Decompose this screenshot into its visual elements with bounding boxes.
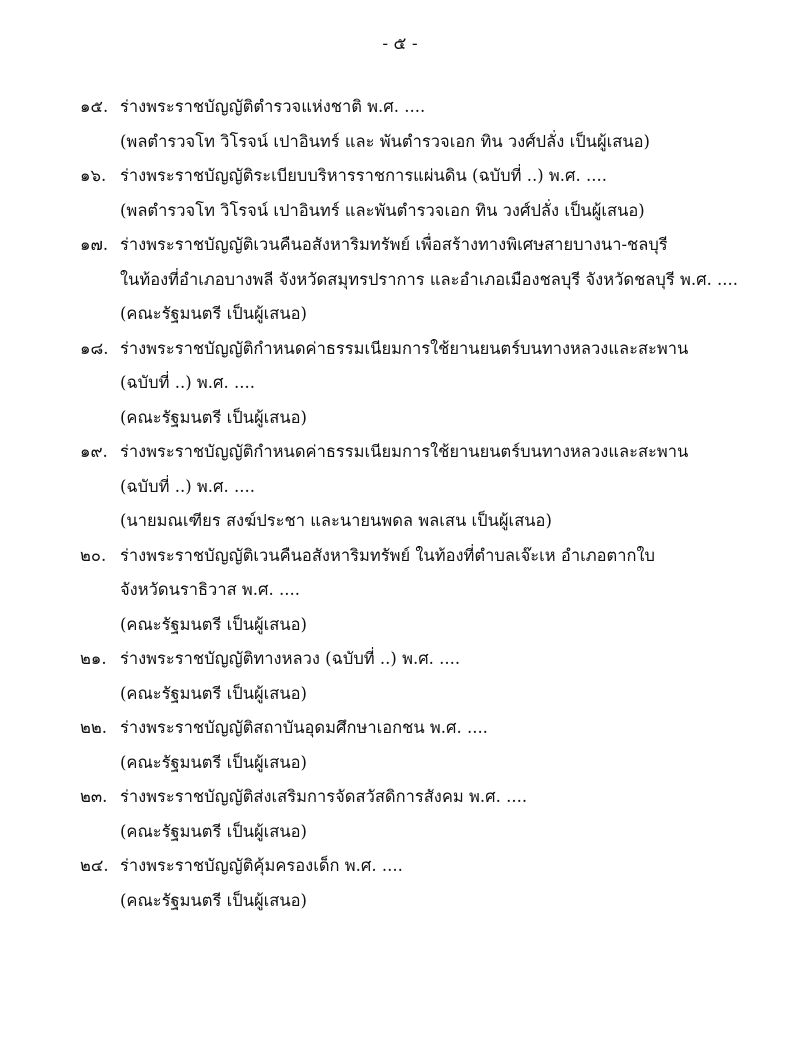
bill-sponsor: (พลตำรวจโท วิโรจน์ เปาอินทร์ และพันตำรวจเอก ทิน วงศ์ปลั่ง เป็นผู้เสนอ) — [120, 200, 645, 220]
bill-item — [0, 642, 800, 711]
bill-title: (ฉบับที่ ..) พ.ศ. .... — [120, 476, 255, 496]
bill-line — [0, 90, 800, 125]
bill-line — [0, 711, 800, 746]
bill-sponsor: (คณะรัฐมนตรี เป็นผู้เสนอ) — [120, 614, 307, 634]
sponsor-line — [0, 125, 800, 160]
bill-number: ๑๘. — [80, 338, 109, 358]
bill-line — [0, 263, 800, 298]
bill-title: ร่างพระราชบัญญัติทางหลวง (ฉบับที่ ..) พ.ศ. .... — [120, 649, 461, 668]
bill-line — [0, 470, 800, 505]
page-number: - ๕ - — [382, 34, 418, 54]
sponsor-line — [0, 746, 800, 781]
bill-line — [0, 435, 800, 470]
bill-number: ๒๑. — [80, 649, 107, 668]
bill-item — [0, 159, 800, 228]
bill-number: ๒๐. — [80, 545, 107, 565]
bill-number: ๑๖. — [80, 166, 107, 185]
sponsor-line — [0, 401, 800, 436]
sponsor-line — [0, 608, 800, 643]
bill-number: ๑๗. — [80, 235, 109, 254]
bill-item — [0, 780, 800, 849]
bill-title: ร่างพระราชบัญญัติสถาบันอุดมศึกษาเอกชน พ.ศ. .... — [120, 718, 488, 737]
bill-sponsor: (คณะรัฐมนตรี เป็นผู้เสนอ) — [120, 890, 307, 910]
bill-line — [0, 332, 800, 367]
bill-sponsor: (คณะรัฐมนตรี เป็นผู้เสนอ) — [120, 683, 307, 703]
bill-title: ร่างพระราชบัญญัติคุ้มครองเด็ก พ.ศ. .... — [120, 856, 403, 875]
bill-line — [0, 539, 800, 574]
bill-line — [0, 780, 800, 815]
bill-item — [0, 849, 800, 918]
sponsor-line — [0, 194, 800, 229]
sponsor-line — [0, 815, 800, 850]
sponsor-line — [0, 677, 800, 712]
bill-title: ร่างพระราชบัญญัติเวนคืนอสังหาริมทรัพย์ ในท้องที่ตำบลเจ๊ะเห อำเภอตากใบ — [120, 545, 656, 565]
bill-number: ๒๓. — [80, 787, 108, 806]
bill-line — [0, 228, 800, 263]
bill-sponsor: (นายมณเฑียร สงฆ์ประชา และนายนพดล พลเสน เป็นผู้เสนอ) — [120, 511, 552, 530]
bill-number: ๒๔. — [80, 856, 109, 875]
bill-title: (ฉบับที่ ..) พ.ศ. .... — [120, 373, 255, 392]
bill-sponsor: (คณะรัฐมนตรี เป็นผู้เสนอ) — [120, 407, 307, 427]
bill-line — [0, 366, 800, 401]
bill-number: ๑๕. — [80, 97, 109, 116]
bill-number: ๑๙. — [80, 442, 108, 461]
sponsor-line — [0, 884, 800, 919]
bill-title: ในท้องที่อำเภอบางพลี จังหวัดสมุทรปราการ และอำเภอเมืองชลบุรี จังหวัดชลบุรี พ.ศ. .... — [120, 269, 739, 289]
bill-item — [0, 711, 800, 780]
bill-sponsor: (คณะรัฐมนตรี เป็นผู้เสนอ) — [120, 304, 307, 323]
bill-line — [0, 573, 800, 608]
bill-item — [0, 332, 800, 436]
bill-sponsor: (พลตำรวจโท วิโรจน์ เปาอินทร์ และ พันตำรวจเอก ทิน วงศ์ปลั่ง เป็นผู้เสนอ) — [120, 131, 650, 151]
bill-title: ร่างพระราชบัญญัติส่งเสริมการจัดสวัสดิการสังคม พ.ศ. .... — [120, 787, 528, 806]
bill-title: ร่างพระราชบัญญัติกำหนดค่าธรรมเนียมการใช้ยานยนตร์บนทางหลวงและสะพาน — [120, 338, 689, 358]
bill-title: ร่างพระราชบัญญัติเวนคืนอสังหาริมทรัพย์ เพื่อสร้างทางพิเศษสายบางนา-ชลบุรี — [120, 235, 668, 254]
bill-item — [0, 539, 800, 643]
bill-title: ร่างพระราชบัญญัติกำหนดค่าธรรมเนียมการใช้ยานยนตร์บนทางหลวงและสะพาน — [120, 442, 689, 461]
bill-list — [0, 90, 800, 918]
bill-line — [0, 159, 800, 194]
bill-number: ๒๒. — [80, 718, 107, 737]
bill-title: จังหวัดนราธิวาส พ.ศ. .... — [120, 580, 300, 599]
sponsor-line — [0, 297, 800, 332]
bill-title: ร่างพระราชบัญญัติระเบียบบริหารราชการแผ่นดิน (ฉบับที่ ..) พ.ศ. .... — [120, 166, 607, 185]
sponsor-line — [0, 504, 800, 539]
bill-item — [0, 228, 800, 332]
bill-title: ร่างพระราชบัญญัติตำรวจแห่งชาติ พ.ศ. .... — [120, 97, 426, 116]
bill-line — [0, 642, 800, 677]
bill-sponsor: (คณะรัฐมนตรี เป็นผู้เสนอ) — [120, 752, 307, 772]
bill-sponsor: (คณะรัฐมนตรี เป็นผู้เสนอ) — [120, 821, 307, 841]
bill-item — [0, 435, 800, 539]
bill-item — [0, 90, 800, 159]
bill-line — [0, 849, 800, 884]
